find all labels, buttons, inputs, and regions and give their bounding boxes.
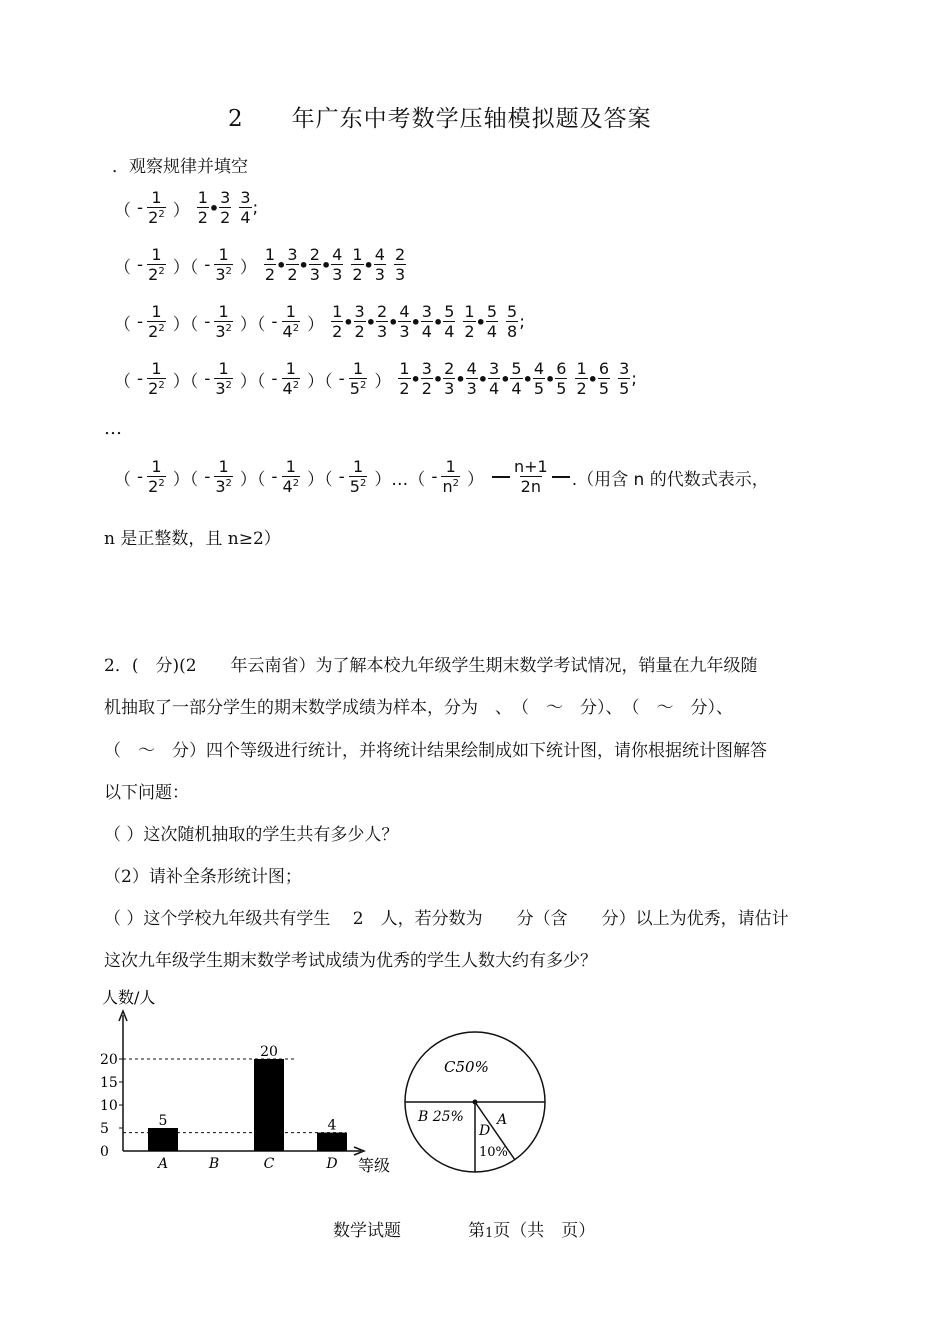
math-row-general: （ - $\frac{1}{2^2}$ ）（ - $\frac{1}{3^2}$ ）（ - $\frac{1}{4^2}$ ）（ - $\frac{1}{5^2}$ ）…（ - $\frac{1}{n^2}$ ） $\frac{n+1}{2n}$ .（用含 n 的代数式表示， bbox=[114, 457, 769, 496]
answer-blank bbox=[490, 459, 572, 495]
q1-note-line2: n 是正整数，且 n≥2） bbox=[104, 529, 281, 549]
answer-numerator: n+1 bbox=[513, 457, 548, 476]
math-row-3: （ - $\frac{1}{2^2}$ ）（ - $\frac{1}{3^2}$ ）（ - $\frac{1}{4^2}$ ） $\frac{1}{2}$ • $\frac{3}{2}$ • $\frac{2}{3}$ • $\frac{4}{3}$ • $\frac{3}{4}$ • $\frac{5}{4}$ $\frac{1}{2}$ • $\frac{5}{4}$ $\frac{5}{8}$ ; bbox=[114, 302, 525, 341]
footer-right bbox=[468, 1216, 595, 1241]
answer-note: .（用含 n 的代数式表示， bbox=[571, 469, 769, 490]
footer-page-prefix: 第 bbox=[468, 1221, 485, 1241]
math-row-1: （ - $\frac{1}{2^2}$ ） $\frac{1}{2}$ • $\frac{3}{2}$ $\frac{3}{4}$ ; bbox=[114, 188, 259, 227]
q2-line3: （ ～ 分）四个等级进行统计，并将统计结果绘制成如下统计图，请你根据统计图解答 bbox=[104, 741, 767, 761]
q2-sub3b: 这次九年级学生期末数学考试成绩为优秀的学生人数大约有多少？ bbox=[104, 951, 597, 971]
pie-label-c: C50% bbox=[444, 1058, 489, 1076]
footer-page-suffix: 页（共 页） bbox=[493, 1221, 596, 1241]
bar-label-C: 20 bbox=[260, 1044, 278, 1060]
page-title: 2 年广东中考数学压轴模拟题及答案 bbox=[228, 106, 652, 132]
x-axis-label: 等级 bbox=[358, 1156, 391, 1175]
pie-label-d-pct: 10% bbox=[479, 1145, 508, 1160]
pie-label-d: D bbox=[479, 1123, 491, 1139]
pie-label-a: A bbox=[497, 1112, 508, 1128]
y-tick-label: 5 bbox=[100, 1121, 109, 1137]
bar-C bbox=[254, 1059, 284, 1151]
bar-label-D: 4 bbox=[327, 1117, 337, 1134]
pie-chart bbox=[400, 1020, 550, 1175]
q2-sub3: （ ）这个学校九年级共有学生 2 人，若分数为 分（含 分）以上为优秀，请估计 bbox=[104, 909, 789, 929]
x-tick-D: D bbox=[326, 1156, 338, 1172]
q2-sub1: （ ）这次随机抽取的学生共有多少人？ bbox=[104, 825, 399, 845]
q2-sub2: （2）请补全条形统计图； bbox=[104, 867, 302, 887]
pie-center bbox=[473, 1100, 478, 1105]
y-tick-label: 0 bbox=[100, 1144, 109, 1160]
y-tick-label: 20 bbox=[100, 1052, 118, 1068]
bar-D bbox=[317, 1133, 347, 1151]
q2-line2: 机抽取了一部分学生的期末数学成绩为样本，分为 、 （ ～ 分）、 （ ～ 分）、 bbox=[104, 698, 733, 718]
bar-chart bbox=[96, 985, 396, 1180]
pie-label-b: B 25% bbox=[418, 1109, 464, 1125]
ellipsis: … bbox=[104, 418, 122, 439]
x-tick-A: A bbox=[157, 1156, 169, 1172]
y-axis-label: 人数/人 bbox=[102, 988, 156, 1007]
bar-label-A: 5 bbox=[158, 1113, 168, 1129]
footer-page-number: 1 bbox=[485, 1226, 494, 1241]
q2-line4: 以下问题： bbox=[104, 783, 189, 803]
x-tick-B: B bbox=[208, 1156, 220, 1172]
q2-intro: 2．( 分)(2 年云南省）为了解本校九年级学生期末数学考试情况，销量在九年级随 bbox=[104, 656, 758, 676]
y-tick-label: 15 bbox=[100, 1075, 118, 1091]
y-tick-label: 10 bbox=[100, 1098, 118, 1114]
math-row-2: （ - $\frac{1}{2^2}$ ）（ - $\frac{1}{3^2}$ ） $\frac{1}{2}$ • $\frac{3}{2}$ • $\frac{2}{3}$ • $\frac{4}{3}$ $\frac{1}{2}$ • $\frac{4}{3}$ $\frac{2}{3}$ bbox=[114, 245, 406, 284]
footer-left: 数学试题 bbox=[333, 1221, 401, 1241]
q1-heading: ．观察规律并填空 bbox=[112, 157, 248, 177]
bar-A bbox=[148, 1128, 178, 1151]
math-row-4: （ - $\frac{1}{2^2}$ ）（ - $\frac{1}{3^2}$ ）（ - $\frac{1}{4^2}$ ）（ - $\frac{1}{5^2}$ ） $\frac{1}{2}$ • $\frac{3}{2}$ • $\frac{2}{3}$ • $\frac{4}{3}$ • $\frac{3}{4}$ • $\frac{5}{4}$ • $\frac{4}{5}$ • $\frac{6}{5}$ $\frac{1}{2}$ • $\frac{6}{5}$ $\frac{3}{5}$ ; bbox=[114, 359, 637, 398]
answer-denominator: 2n bbox=[520, 477, 541, 496]
x-tick-C: C bbox=[263, 1156, 275, 1172]
